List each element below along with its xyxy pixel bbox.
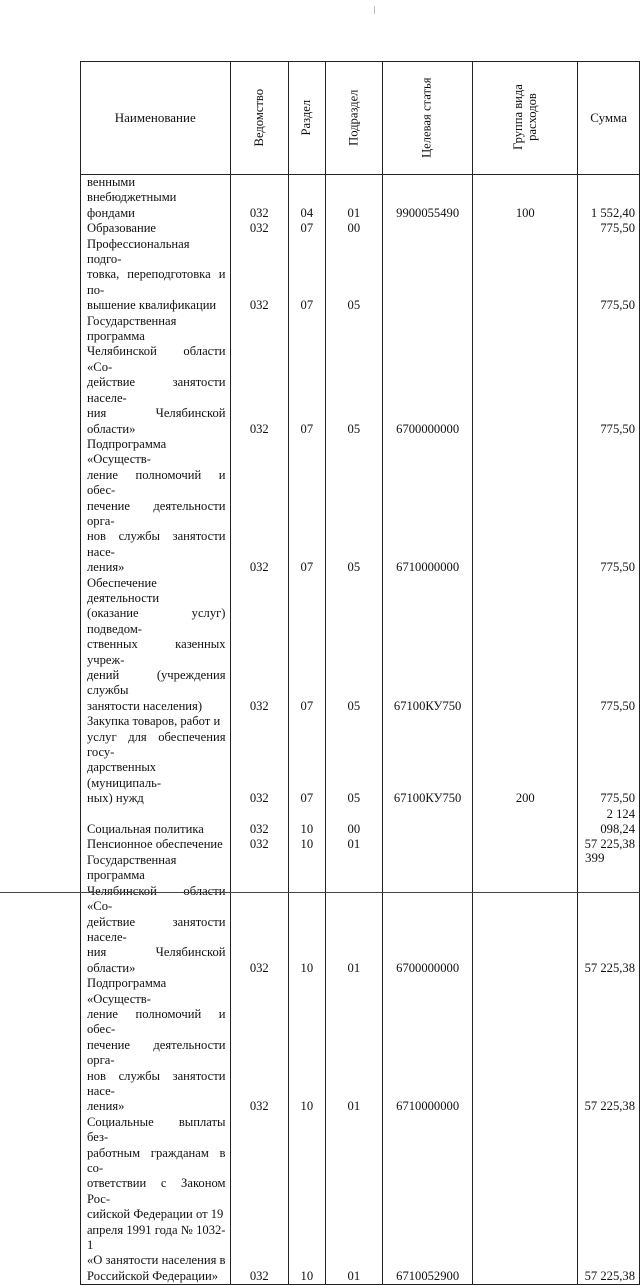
cell-name: Государственная программа Челябинской области «Со- действие занятости населе- ния Челябинской области» (81, 314, 231, 437)
cell-group (473, 576, 578, 715)
cell-target: 9900055490 (383, 175, 473, 222)
cell-section: 10 (289, 853, 326, 976)
table-row (81, 175, 640, 222)
cell-sum: 57 225,38 (578, 837, 640, 852)
header-name: Наименование (81, 62, 231, 175)
cell-agency: 032 (230, 853, 289, 976)
cell-section: 07 (289, 237, 326, 314)
cell-sum: 775,50 (578, 576, 640, 715)
cell-agency: 032 (230, 976, 289, 1115)
cell-group (473, 237, 578, 314)
cell-agency: 032 (230, 437, 289, 576)
cell-name: Образование (81, 221, 231, 236)
cell-sum: 775,50 (578, 221, 640, 236)
cell-target: 67100КУ750 (383, 576, 473, 715)
cell-sum: 775,50 (578, 237, 640, 314)
table-row (81, 314, 640, 437)
cell-target: 6700000000 (383, 314, 473, 437)
table-row (81, 807, 640, 838)
cell-sum: 775,50 (578, 714, 640, 806)
header-sum: Сумма (578, 62, 640, 175)
cell-section: 04 (289, 175, 326, 222)
cell-sum: 775,50 (578, 314, 640, 437)
cell-name: Подпрограмма «Осуществ- ление полномочий и обес- печение деятельности орга- нов службы занятости насе- ления» (81, 437, 231, 576)
cell-sum: 1 552,40 (578, 175, 640, 222)
cell-target (383, 221, 473, 236)
header-subsection: Подраздел (325, 62, 382, 175)
table-header-row (81, 62, 640, 175)
cell-section: 10 (289, 976, 326, 1115)
cell-agency: 032 (230, 237, 289, 314)
cell-section: 07 (289, 714, 326, 806)
cell-sum: 57 225,38 (578, 853, 640, 976)
cell-section: 07 (289, 314, 326, 437)
table-row (81, 576, 640, 715)
header-group: Группа вида расходов (473, 62, 578, 175)
table-row (81, 1115, 640, 1285)
cell-name: Социальные выплаты без- работным гражданам в со- ответствии с Законом Рос- сийской Федерации от 19 апреля 1991 года № 1032-1 «О занятости населения в Российской Федерации» (81, 1115, 231, 1285)
cell-name: Подпрограмма «Осуществ- ление полномочий и обес- печение деятельности орга- нов службы занятости насе- ления» (81, 976, 231, 1115)
cell-target (383, 837, 473, 852)
cell-target (383, 807, 473, 838)
cell-subsection: 01 (325, 976, 382, 1115)
scan-mark (374, 6, 375, 14)
header-target: Целевая статья (383, 62, 473, 175)
cell-name: Обеспечение деятельности (оказание услуг) подведом- ственных казенных учреж- дений (учреждения службы занятости населения) (81, 576, 231, 715)
bottom-rule (0, 892, 640, 893)
cell-agency: 032 (230, 837, 289, 852)
cell-group (473, 807, 578, 838)
cell-group (473, 221, 578, 236)
cell-group (473, 853, 578, 976)
cell-subsection: 05 (325, 437, 382, 576)
cell-group (473, 314, 578, 437)
cell-subsection: 01 (325, 837, 382, 852)
table-row (81, 853, 640, 976)
cell-group: 200 (473, 714, 578, 806)
cell-section: 10 (289, 1115, 326, 1285)
budget-table (80, 61, 640, 1285)
cell-group (473, 437, 578, 576)
cell-target: 6710000000 (383, 437, 473, 576)
header-section: Раздел (289, 62, 326, 175)
cell-subsection: 05 (325, 237, 382, 314)
cell-agency: 032 (230, 714, 289, 806)
cell-agency: 032 (230, 1115, 289, 1285)
cell-section: 10 (289, 807, 326, 838)
cell-name: Пенсионное обеспечение (81, 837, 231, 852)
table-row (81, 437, 640, 576)
cell-name: венными внебюджетными фондами (81, 175, 231, 222)
cell-target: 6710000000 (383, 976, 473, 1115)
cell-name: Профессиональная подго- товка, переподготовка и по- вышение квалификации (81, 237, 231, 314)
cell-subsection: 05 (325, 576, 382, 715)
cell-agency: 032 (230, 314, 289, 437)
cell-name: Государственная программа Челябинской области «Со- действие занятости населе- ния Челябинской области» (81, 853, 231, 976)
cell-name: Социальная политика (81, 807, 231, 838)
cell-group: 100 (473, 175, 578, 222)
cell-group (473, 976, 578, 1115)
header-agency: Ведомство (230, 62, 289, 175)
cell-group (473, 1115, 578, 1285)
cell-name: Закупка товаров, работ и услуг для обеспечения госу- дарственных (муниципаль- ных) нужд (81, 714, 231, 806)
cell-section: 07 (289, 437, 326, 576)
cell-section: 07 (289, 576, 326, 715)
cell-subsection: 01 (325, 853, 382, 976)
table-row (81, 221, 640, 236)
cell-section: 07 (289, 221, 326, 236)
cell-sum: 775,50 (578, 437, 640, 576)
cell-sum: 57 225,38 (578, 1115, 640, 1285)
cell-subsection: 00 (325, 807, 382, 838)
cell-target: 67100КУ750 (383, 714, 473, 806)
table-row (81, 976, 640, 1115)
cell-section: 10 (289, 837, 326, 852)
cell-sum: 57 225,38 (578, 976, 640, 1115)
page-number: 399 (585, 850, 605, 865)
cell-group (473, 837, 578, 852)
cell-target: 6700000000 (383, 853, 473, 976)
cell-agency: 032 (230, 576, 289, 715)
cell-agency: 032 (230, 807, 289, 838)
table-row (81, 837, 640, 852)
cell-subsection: 01 (325, 1115, 382, 1285)
cell-target (383, 237, 473, 314)
cell-subsection: 05 (325, 714, 382, 806)
cell-subsection: 00 (325, 221, 382, 236)
cell-sum: 2 124 098,24 (578, 807, 640, 838)
cell-agency: 032 (230, 221, 289, 236)
cell-subsection: 01 (325, 175, 382, 222)
table-row (81, 237, 640, 314)
cell-subsection: 05 (325, 314, 382, 437)
cell-target: 6710052900 (383, 1115, 473, 1285)
table-row (81, 714, 640, 806)
cell-agency: 032 (230, 175, 289, 222)
